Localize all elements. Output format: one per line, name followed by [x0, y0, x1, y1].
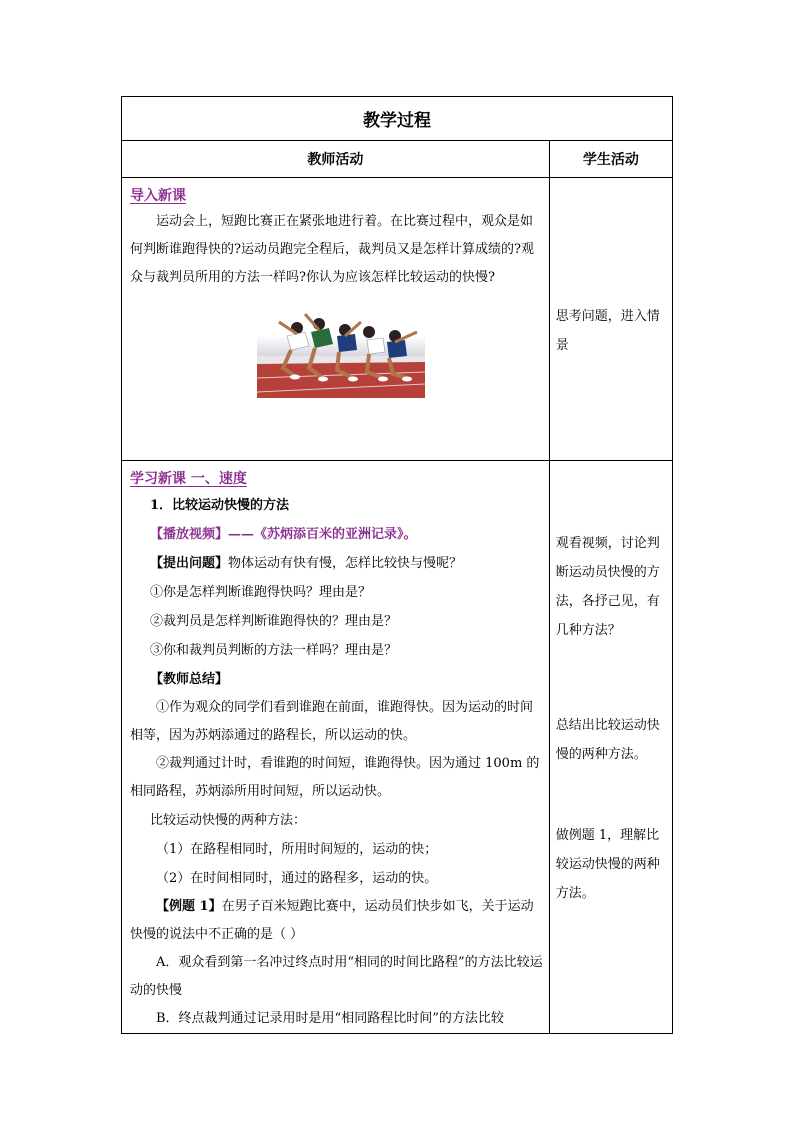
question-1: ①你是怎样判断谁跑得快吗？理由是？ — [150, 585, 372, 600]
intro-paragraph: 运动会上，短跑比赛正在紧张地进行着。在比赛过程中，观众是如何判断谁跑得快的?运动员跑完全程后，裁判员又是怎样计算成绩的?观众与裁判员所用的方法一样吗?你认为应该怎样比较运动的快慢? — [130, 214, 534, 285]
method-2: （2）在时间相同时，通过的路程多，运动的快。 — [156, 871, 438, 886]
sprinters-photo — [257, 306, 425, 398]
summary-1: ①作为观众的同学们看到谁跑在前面，谁跑得快。因为运动的时间相等，因为苏炳添通过的路程长，所以运动的快。 — [130, 700, 534, 743]
subheading-compare-methods: 1．比较运动快慢的方法 — [150, 498, 290, 513]
lesson-process-table — [121, 96, 673, 1034]
teacher-cell-new-lesson — [122, 461, 550, 1034]
option-b: B．终点裁判通过记录用时是用“相同路程比时间”的方法比较 — [156, 1011, 504, 1026]
summary-2: ②裁判通过计时，看谁跑的时间短，谁跑得快。因为通过 100m 的相同路程，苏炳添所用时间短，所以运动快。 — [130, 756, 540, 799]
summary-tag: 【教师总结】 — [150, 672, 229, 687]
student-activity-video: 观看视频，讨论判断运动员快慢的方法，各抒己见，有几种方法？ — [555, 536, 660, 638]
question-tag: 【提出问题】 — [150, 556, 229, 571]
question-2: ②裁判员是怎样判断谁跑得快的？理由是？ — [150, 614, 398, 629]
table-row — [122, 461, 673, 1034]
question-text: 物体运动有快有慢，怎样比较快与慢呢？ — [228, 556, 463, 571]
table-title: 教学过程 — [122, 97, 673, 141]
column-header-student: 学生活动 — [549, 141, 672, 178]
teacher-cell-intro — [122, 178, 550, 461]
video-tag: 【播放视频】 — [150, 527, 229, 542]
example-text: 在男子百米短跑比赛中，运动员们快步如飞，关于运动快慢的说法中不正确的是（ ） — [130, 899, 534, 942]
column-header-teacher: 教师活动 — [122, 141, 550, 178]
video-line — [130, 520, 543, 549]
question-line — [130, 549, 543, 578]
example-tag: 【例题 1】 — [156, 899, 222, 914]
section-title-new-lesson: 学习新课 一、速度 — [130, 471, 247, 487]
method-1: （1）在路程相同时，所用时间短的，运动的快； — [156, 842, 438, 857]
student-cell-new-lesson — [549, 461, 672, 1034]
question-3: ③你和裁判员判断的方法一样吗？理由是？ — [150, 643, 398, 658]
example-1 — [130, 893, 543, 949]
option-a: A．观众看到第一名冲过终点时用“相同的时间比路程”的方法比较运动的快慢 — [130, 955, 543, 998]
video-title: ——《苏炳添百米的亚洲记录》。 — [228, 527, 417, 542]
section-title-intro: 导入新课 — [130, 188, 186, 204]
student-cell-intro — [549, 178, 672, 461]
student-activity-intro: 思考问题，进入情景 — [555, 309, 660, 353]
sprinters-image — [257, 306, 425, 398]
student-activity-example: 做例题 1，理解比较运动快慢的两种方法。 — [555, 828, 660, 901]
methods-intro: 比较运动快慢的两种方法： — [150, 813, 307, 828]
table-row — [122, 178, 673, 461]
student-activity-summary: 总结出比较运动快慢的两种方法。 — [555, 718, 660, 762]
